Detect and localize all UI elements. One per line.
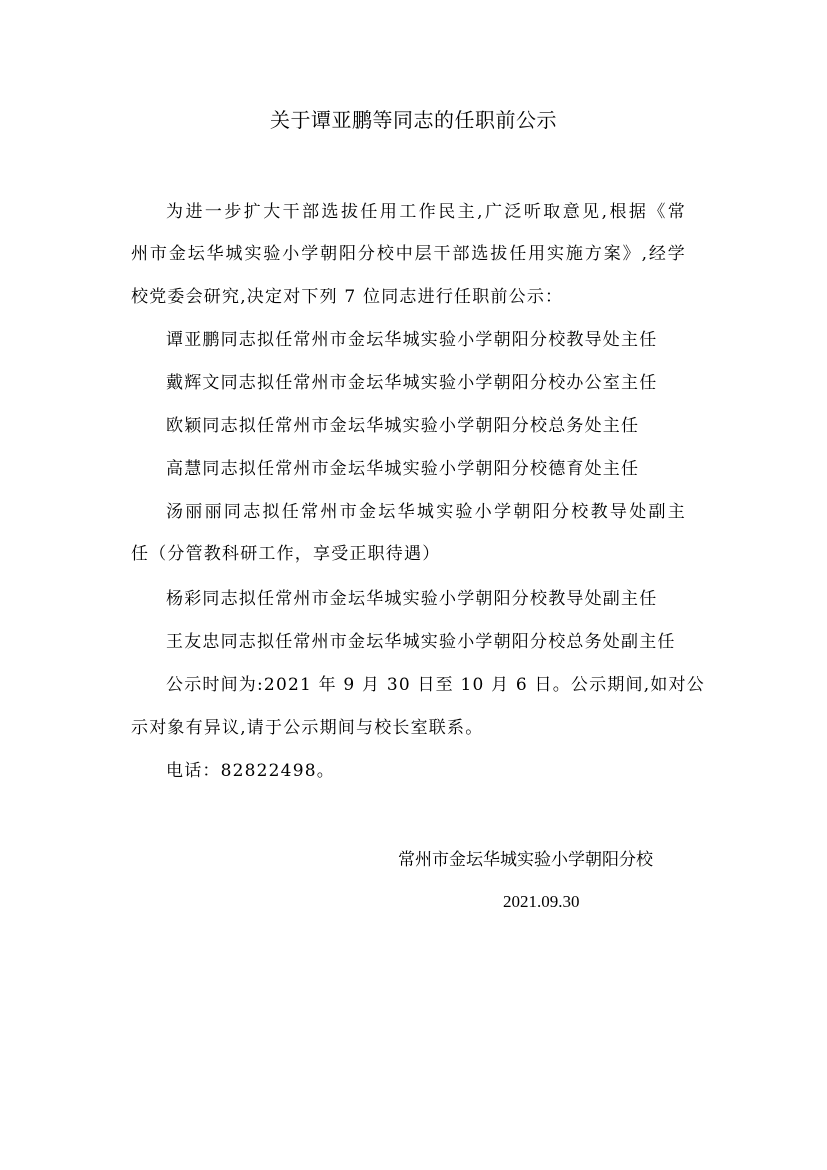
document-title: 关于谭亚鹏等同志的任职前公示 — [270, 108, 557, 132]
appointment-7: 王友忠同志拟任常州市金坛华城实验小学朝阳分校总务处副主任 — [166, 632, 676, 652]
appointment-2: 戴辉文同志拟任常州市金坛华城实验小学朝阳分校办公室主任 — [166, 373, 658, 393]
intro-line-1: 为进一步扩大干部选拔任用工作民主,广泛听取意见,根据《常 — [166, 202, 686, 222]
notice-line-1: 公示时间为:2021 年 9 月 30 日至 10 月 6 日。公示期间,如对公 — [166, 675, 705, 695]
appointment-4: 高慧同志拟任常州市金坛华城实验小学朝阳分校德育处主任 — [166, 459, 640, 479]
appointment-5-cont: 任（分管教科研工作，享受正职待遇） — [131, 544, 441, 564]
appointment-6: 杨彩同志拟任常州市金坛华城实验小学朝阳分校教导处副主任 — [166, 589, 658, 609]
intro-line-2: 州市金坛华城实验小学朝阳分校中层干部选拔任用实施方案》,经学 — [131, 244, 686, 264]
appointment-5: 汤丽丽同志拟任常州市金坛华城实验小学朝阳分校教导处副主 — [166, 502, 686, 522]
appointment-1: 谭亚鹏同志拟任常州市金坛华城实验小学朝阳分校教导处主任 — [166, 330, 658, 350]
notice-line-2: 示对象有异议,请于公示期间与校长室联系。 — [131, 718, 484, 738]
intro-line-3: 校党委会研究,决定对下列 7 位同志进行任职前公示： — [131, 287, 564, 307]
appointment-3: 欧颖同志拟任常州市金坛华城实验小学朝阳分校总务处主任 — [166, 416, 640, 436]
phone-line: 电话：82822498。 — [166, 761, 335, 781]
signature-organization: 常州市金坛华城实验小学朝阳分校 — [398, 850, 653, 870]
signature-date: 2021.09.30 — [503, 892, 580, 911]
